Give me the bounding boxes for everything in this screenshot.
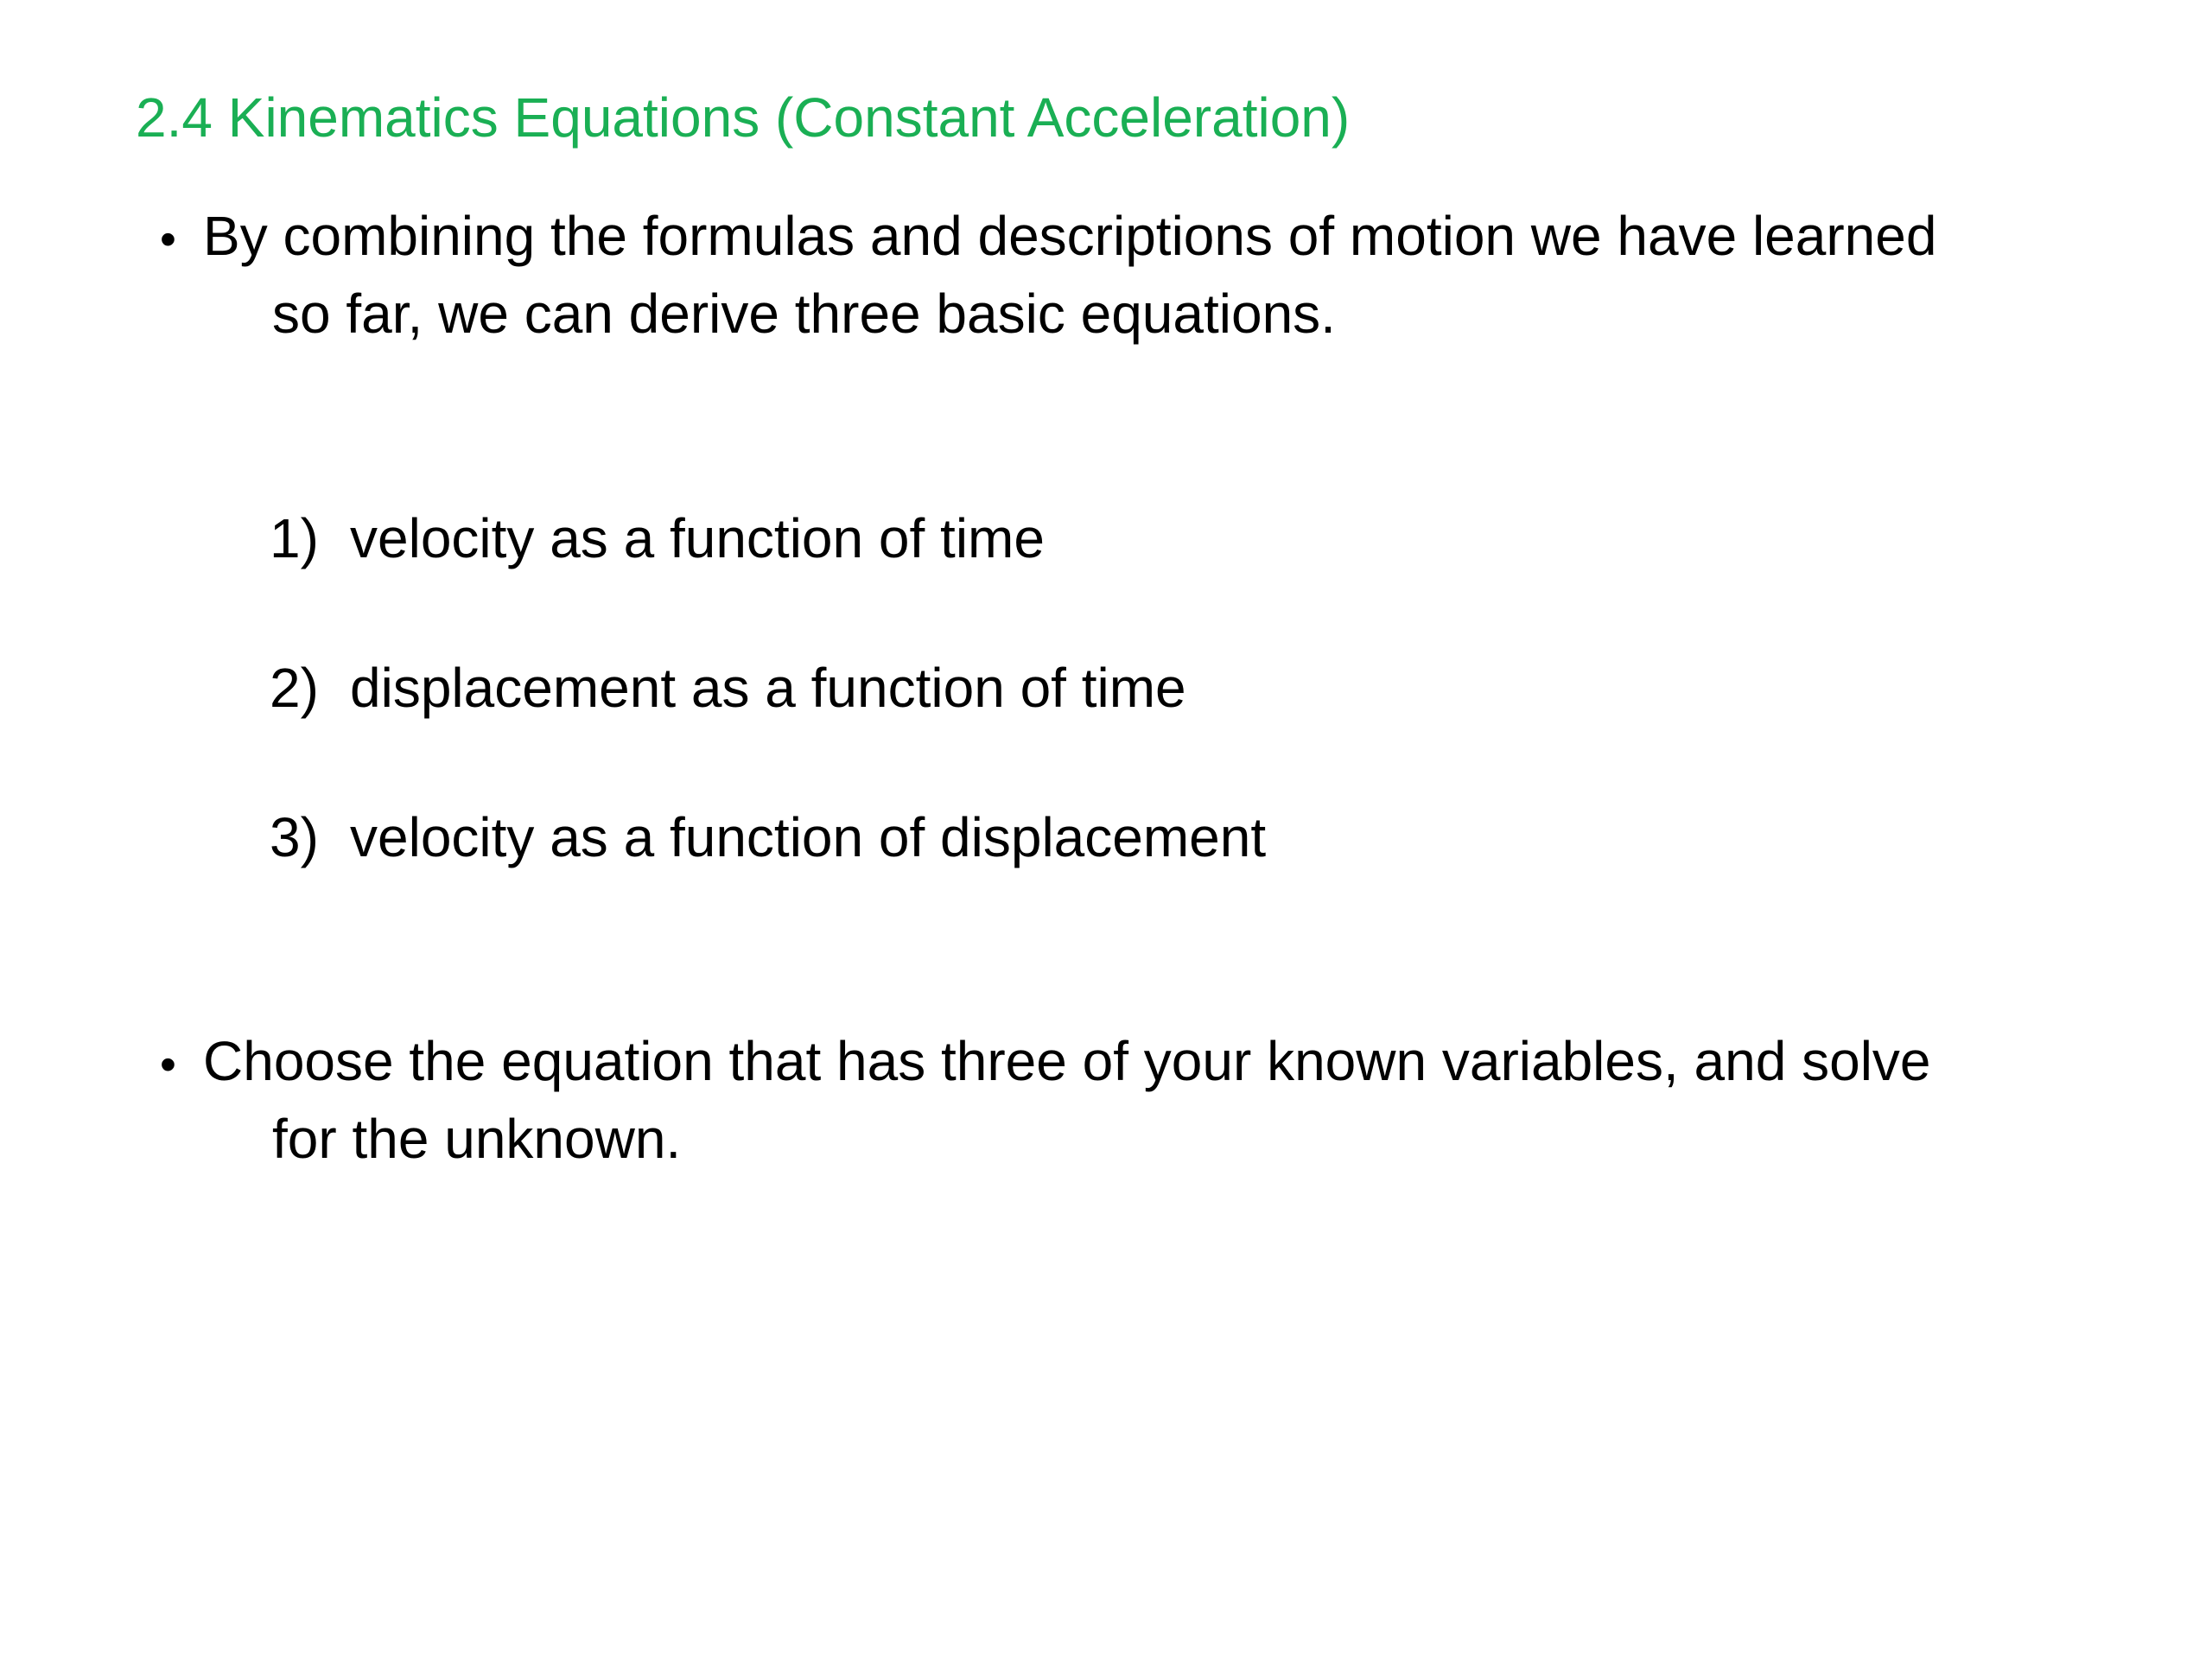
list-item-text: velocity as a function of displacement <box>350 806 1267 868</box>
list-item-text: velocity as a function of time <box>350 507 1045 569</box>
bullet-text: Choose the equation that has three of your known variables, and solve <box>203 1030 1931 1092</box>
bullet-continuation-line: so far, we can derive three basic equations. <box>272 283 1336 345</box>
numbered-list <box>270 501 1266 874</box>
bullet-item <box>160 1024 2095 1176</box>
numbered-list-item <box>270 800 1266 874</box>
bullet-item <box>160 199 2095 351</box>
list-item-number: 3) <box>270 806 319 868</box>
list-item-text: displacement as a function of time <box>350 657 1186 719</box>
bullet-dot-icon: • <box>160 213 176 265</box>
bullet-text: By combining the formulas and descriptions of motion we have learned <box>203 205 1937 267</box>
numbered-list-item <box>270 501 1266 575</box>
bullet-continuation-line: for the unknown. <box>272 1108 682 1170</box>
bullet-dot-icon: • <box>160 1039 176 1090</box>
bullet-first-line <box>160 199 2095 276</box>
list-item-number: 2) <box>270 657 319 719</box>
numbered-list-item <box>270 651 1266 725</box>
list-item-number: 1) <box>270 507 319 569</box>
slide-title: 2.4 Kinematics Equations (Constant Acceleration) <box>136 86 1351 149</box>
bullet-first-line <box>160 1024 2095 1102</box>
